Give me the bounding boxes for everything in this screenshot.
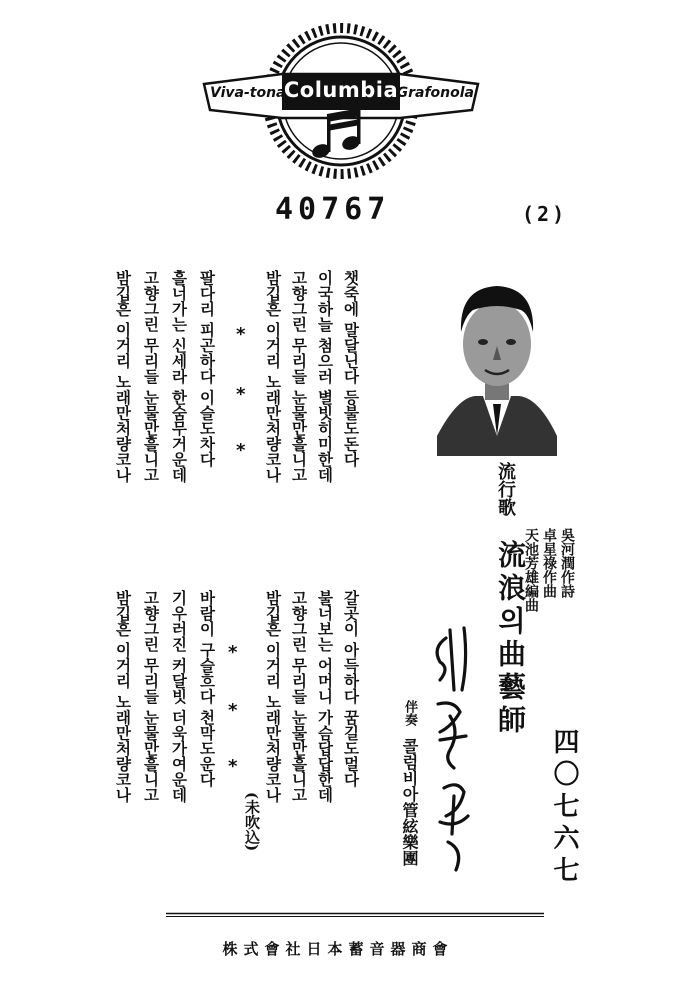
logo-left-text: Viva-tonal bbox=[210, 85, 291, 101]
handwritten-signature bbox=[410, 620, 490, 880]
verse3-line1: 갈곳이 아득하다 꿈길도멀다 bbox=[341, 590, 360, 787]
catalog-number: 40767 bbox=[275, 192, 391, 227]
verse3-line2: 불너보는 어머니 가슴답답한데 bbox=[315, 590, 334, 803]
verse-separator-star: * bbox=[228, 756, 238, 777]
verse-separator-star: * bbox=[236, 324, 246, 345]
catalog-number-kanji: 四〇七六七 bbox=[549, 728, 579, 888]
verse4-line3: 고향그린 무리들 눈물만흘니고 bbox=[141, 590, 160, 803]
verse1-line1: 챗죽에 말달닌다 등불도돈다 bbox=[341, 270, 360, 467]
singer-portrait bbox=[437, 258, 557, 456]
logo-brand-text: Columbia bbox=[283, 78, 399, 102]
credit-lyricist: 吳河潤作詩 bbox=[559, 528, 575, 598]
untaped-note: (未吹込) bbox=[243, 792, 261, 852]
song-title: 流浪의曲藝師 bbox=[494, 540, 527, 738]
accompaniment-label: 伴奏 bbox=[402, 700, 417, 726]
verse2-line1: 팔다리 피곤하다 이슬도차다 bbox=[197, 270, 216, 467]
columbia-logo bbox=[200, 22, 482, 180]
credit-composer: 卓星祿作曲 bbox=[541, 528, 557, 598]
verse2-line3: 고향그린 무리들 눈물만흘니고 bbox=[141, 270, 160, 483]
portrait-image-icon bbox=[437, 258, 557, 456]
publisher-footer: 株式會社日本蓄音器商會 bbox=[222, 940, 454, 958]
side-number: (2) bbox=[522, 202, 568, 226]
verse-separator-star: * bbox=[236, 440, 246, 461]
verse3-line4: 밤깁흔 이거리 노래만처량코나 bbox=[263, 590, 282, 803]
verse-separator-star: * bbox=[228, 642, 238, 663]
accompaniment-band: 콜럼비아管絃樂團 bbox=[400, 738, 419, 866]
verse4-line2: 기우러진 커달빗 더욱가여운데 bbox=[169, 590, 188, 803]
verse4-line4: 밤깁흔 이거리 노래만처량코나 bbox=[113, 590, 132, 803]
verse1-line2: 이국하늘 첨으러 별빗히미한데 bbox=[315, 270, 334, 483]
verse-separator-star: * bbox=[228, 700, 238, 721]
footer-divider bbox=[166, 912, 544, 918]
verse1-line3: 고향그린 무리들 눈물만흘니고 bbox=[289, 270, 308, 483]
genre-label: 流行歌 bbox=[495, 462, 516, 516]
logo-right-text: Grafonola bbox=[396, 85, 474, 101]
verse3-line3: 고향그린 무리들 눈물만흘니고 bbox=[289, 590, 308, 803]
verse1-line4: 밤깁흔 이거리 노래만처량코나 bbox=[263, 270, 282, 483]
verse-separator-star: * bbox=[236, 384, 246, 405]
verse4-line1: 바람이 구슬흐다 천막도운다 bbox=[197, 590, 216, 787]
verse2-line4: 밤깁흔 이거리 노래만처량코나 bbox=[113, 270, 132, 483]
verse2-line2: 흘너가는 신세라 한숨무거운데 bbox=[169, 270, 188, 483]
credit-arranger: 天池芳雄編曲 bbox=[523, 528, 539, 612]
